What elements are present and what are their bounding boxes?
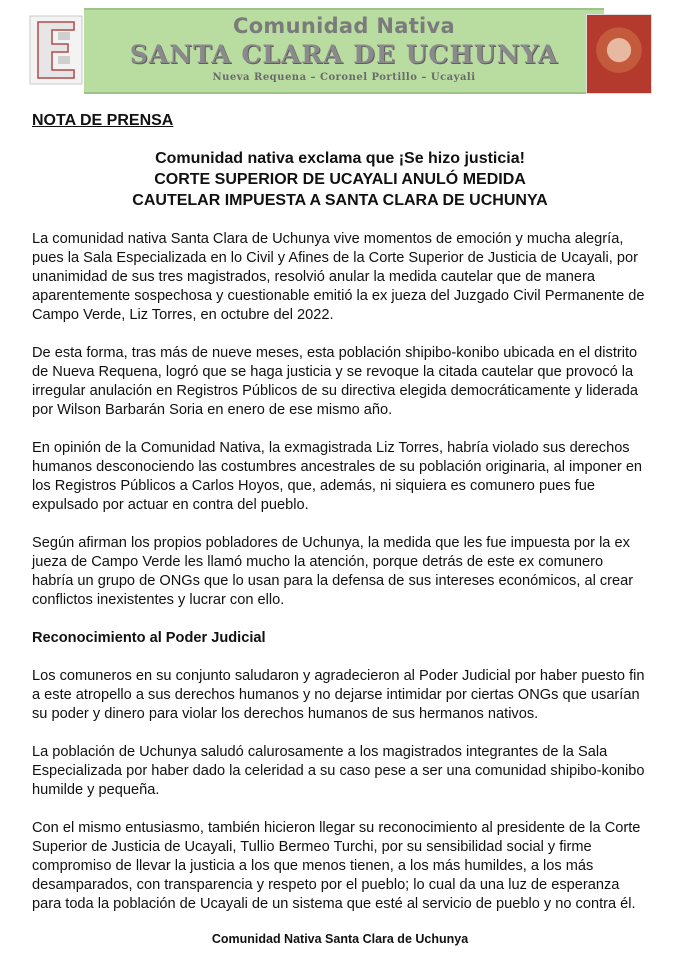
headline [32, 148, 648, 211]
paragraph-7: Con el mismo entusiasmo, también hicieron llegar su reconocimiento al presidente de la Corte Superior de Justicia de Ucayali, Tullio Bermeo Turchi, por su sensibilidad social y firme compromiso de llevar la justicia a los que menos tienen, a los más humildes, a los más desamparados, con transparencia y respeto por el pueblo; lo cual da una luz de esperanza para toda la población de Ucayali de un sistema que esté al servicio de pueblo y no contra él. [32, 820, 641, 912]
banner-line-2: SANTA CLARA DE UCHUNYA [129, 40, 559, 69]
section-heading: Reconocimiento al Poder Judicial [32, 630, 266, 646]
paragraph-6: La población de Uchunya saludó calurosamente a los magistrados integrantes de la Sala Especializada por haber dado la celeridad a su caso pese a ser una comunidad shipibo-konibo humilde y pequeña. [32, 744, 645, 798]
paragraph-5: Los comuneros en su conjunto saludaron y agradecieron al Poder Judicial por haber puesto fin a este atropello a sus derechos humanos y no dejarse intimidar por ciertas ONGs que usarían su poder y dinero para violar los derechos humanos de sus hermanos nativos. [32, 668, 645, 722]
banner-line-3: Nueva Requena – Coronel Portillo – Ucayali [212, 72, 476, 83]
press-release [32, 112, 648, 946]
document-label: NOTA DE PRENSA [32, 112, 174, 129]
banner-line-1: Comunidad Nativa [232, 14, 455, 38]
paragraph-2: De esta forma, tras más de nueve meses, esta población shipibo-konibo ubicada en el distrito de Nueva Requena, logró que se haga justicia y se revoque la citada cautelar que provocó la irregular anulación en Registros Públicos de su directiva elegida democráticamente y liderada por Wilson Barbarán Soria en enero de ese mismo año. [32, 345, 638, 418]
community-logo-icon [28, 14, 84, 86]
signature: Comunidad Nativa Santa Clara de Uchunya [211, 932, 469, 946]
headline-line-2: CORTE SUPERIOR DE UCAYALI ANULÓ MEDIDA [154, 171, 526, 188]
letterhead [28, 6, 658, 94]
paragraph-1: La comunidad nativa Santa Clara de Uchunya vive momentos de emoción y mucha alegría, pues la Sala Especializada en lo Civil y Afines de la Corte Superior de Justicia de Ucayali, por unanimidad de sus tres magistrados, resolvió anular la medida cautelar que de manera aparentemente sospechosa y cuestionable emitió la ex jueza del Juzgado Civil Permanente de Campo Verde, Liz Torres, en octubre del 2022. [32, 231, 645, 323]
person-photo-icon [586, 14, 652, 94]
headline-line-1: Comunidad nativa exclama que ¡Se hizo justicia! [155, 150, 525, 167]
headline-line-3: CAUTELAR IMPUESTA A SANTA CLARA DE UCHUNYA [132, 192, 548, 209]
header-banner [84, 8, 604, 94]
paragraph-4: Según afirman los propios pobladores de Uchunya, la medida que les fue impuesta por la ex jueza de Campo Verde les llamó mucho la atención, porque detrás de este ex comunero habría un grupo de ONGs que lo usan para la defensa de sus intereses económicos, al crear conflictos inexistentes y lucrar con ello. [32, 535, 634, 608]
paragraph-3: En opinión de la Comunidad Nativa, la exmagistrada Liz Torres, habría violado sus derechos humanos desconociendo las costumbres ancestrales de su población originaria, al imponer en los Registros Públicos a Carlos Hoyos, que, además, ni siquiera es comunero pues fue expulsado por actuar en contra del pueblo. [32, 440, 643, 513]
